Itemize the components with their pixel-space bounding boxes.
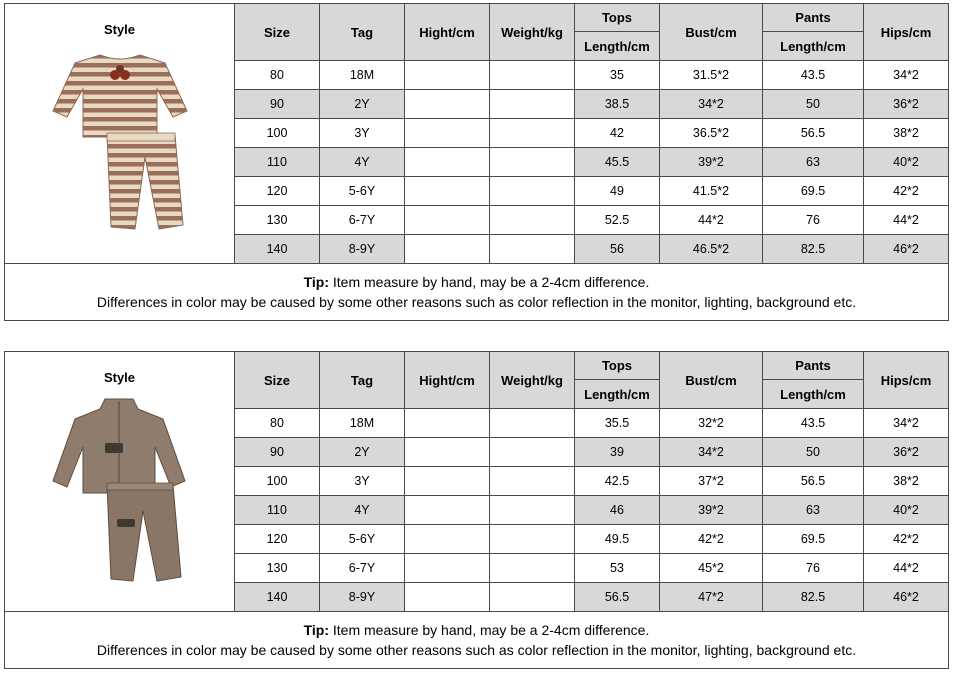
cell-size: 100 bbox=[235, 467, 320, 496]
cell-tag: 4Y bbox=[320, 148, 405, 177]
header-hips: Hips/cm bbox=[864, 352, 949, 409]
cell-hips: 34*2 bbox=[864, 61, 949, 90]
header-tag: Tag bbox=[320, 4, 405, 61]
cell-size: 120 bbox=[235, 177, 320, 206]
cell-tops-length: 42.5 bbox=[575, 467, 660, 496]
cell-hips: 34*2 bbox=[864, 409, 949, 438]
cell-tag: 5-6Y bbox=[320, 177, 405, 206]
cell-weight bbox=[490, 467, 575, 496]
cell-hips: 38*2 bbox=[864, 467, 949, 496]
cell-bust: 44*2 bbox=[660, 206, 763, 235]
cell-tops-length: 42 bbox=[575, 119, 660, 148]
cell-tops-length: 53 bbox=[575, 554, 660, 583]
cell-bust: 31.5*2 bbox=[660, 61, 763, 90]
cell-pants-length: 56.5 bbox=[763, 119, 864, 148]
tip-note bbox=[5, 264, 949, 321]
header-pants-length: Length/cm bbox=[763, 380, 864, 409]
header-tops: Tops bbox=[575, 352, 660, 380]
header-size: Size bbox=[235, 4, 320, 61]
header-height: Hight/cm bbox=[405, 4, 490, 61]
cell-height bbox=[405, 496, 490, 525]
cell-height bbox=[405, 206, 490, 235]
size-chart-table-1 bbox=[4, 3, 949, 321]
tip-note bbox=[5, 612, 949, 669]
zip-jacket-outfit-image bbox=[45, 393, 195, 583]
cell-pants-length: 43.5 bbox=[763, 409, 864, 438]
cell-tag: 2Y bbox=[320, 90, 405, 119]
header-height: Hight/cm bbox=[405, 352, 490, 409]
header-tops-length: Length/cm bbox=[575, 380, 660, 409]
header-tops-length: Length/cm bbox=[575, 32, 660, 61]
cell-size: 140 bbox=[235, 583, 320, 612]
cell-tag: 6-7Y bbox=[320, 554, 405, 583]
style-label: Style bbox=[103, 22, 136, 37]
cell-size: 90 bbox=[235, 438, 320, 467]
header-pants: Pants bbox=[763, 4, 864, 32]
style-cell bbox=[5, 352, 235, 612]
style-label: Style bbox=[103, 370, 136, 385]
striped-outfit-image bbox=[45, 45, 195, 235]
cell-hips: 46*2 bbox=[864, 583, 949, 612]
cell-tops-length: 56.5 bbox=[575, 583, 660, 612]
size-chart-table-2 bbox=[4, 351, 949, 669]
cell-bust: 41.5*2 bbox=[660, 177, 763, 206]
style-cell bbox=[5, 4, 235, 264]
cell-hips: 42*2 bbox=[864, 177, 949, 206]
cell-height bbox=[405, 583, 490, 612]
cell-tops-length: 45.5 bbox=[575, 148, 660, 177]
cell-bust: 47*2 bbox=[660, 583, 763, 612]
cell-tops-length: 46 bbox=[575, 496, 660, 525]
cell-size: 130 bbox=[235, 554, 320, 583]
cell-hips: 38*2 bbox=[864, 119, 949, 148]
cell-tops-length: 56 bbox=[575, 235, 660, 264]
cell-pants-length: 82.5 bbox=[763, 235, 864, 264]
color-note-text: Differences in color may be caused by some other reasons such as color reflection in the monitor, lighting, background etc. bbox=[96, 642, 857, 658]
header-bust: Bust/cm bbox=[660, 352, 763, 409]
cell-tag: 4Y bbox=[320, 496, 405, 525]
cell-hips: 40*2 bbox=[864, 496, 949, 525]
cell-hips: 44*2 bbox=[864, 206, 949, 235]
cell-hips: 36*2 bbox=[864, 438, 949, 467]
cell-weight bbox=[490, 409, 575, 438]
cell-height bbox=[405, 554, 490, 583]
header-size: Size bbox=[235, 352, 320, 409]
cell-pants-length: 63 bbox=[763, 148, 864, 177]
cell-tops-length: 35.5 bbox=[575, 409, 660, 438]
cell-tag: 5-6Y bbox=[320, 525, 405, 554]
cell-size: 80 bbox=[235, 61, 320, 90]
header-tops: Tops bbox=[575, 4, 660, 32]
cell-size: 110 bbox=[235, 148, 320, 177]
cell-hips: 40*2 bbox=[864, 148, 949, 177]
cell-tag: 18M bbox=[320, 409, 405, 438]
cell-pants-length: 56.5 bbox=[763, 467, 864, 496]
cell-height bbox=[405, 148, 490, 177]
cell-tops-length: 52.5 bbox=[575, 206, 660, 235]
cell-weight bbox=[490, 235, 575, 264]
cell-pants-length: 50 bbox=[763, 90, 864, 119]
cell-tag: 6-7Y bbox=[320, 206, 405, 235]
cell-height bbox=[405, 467, 490, 496]
cell-tag: 8-9Y bbox=[320, 583, 405, 612]
cell-weight bbox=[490, 206, 575, 235]
cell-height bbox=[405, 525, 490, 554]
cell-height bbox=[405, 438, 490, 467]
cell-weight bbox=[490, 438, 575, 467]
color-note-text: Differences in color may be caused by some other reasons such as color reflection in the monitor, lighting, background etc. bbox=[96, 294, 857, 310]
cell-hips: 42*2 bbox=[864, 525, 949, 554]
cell-tag: 18M bbox=[320, 61, 405, 90]
cell-bust: 34*2 bbox=[660, 90, 763, 119]
cell-weight bbox=[490, 90, 575, 119]
cell-bust: 36.5*2 bbox=[660, 119, 763, 148]
cell-pants-length: 63 bbox=[763, 496, 864, 525]
cell-height bbox=[405, 235, 490, 264]
cell-size: 90 bbox=[235, 90, 320, 119]
cell-pants-length: 43.5 bbox=[763, 61, 864, 90]
cell-bust: 39*2 bbox=[660, 148, 763, 177]
header-bust: Bust/cm bbox=[660, 4, 763, 61]
cell-size: 100 bbox=[235, 119, 320, 148]
cell-weight bbox=[490, 61, 575, 90]
cell-pants-length: 76 bbox=[763, 554, 864, 583]
cell-weight bbox=[490, 119, 575, 148]
cell-weight bbox=[490, 496, 575, 525]
header-pants-length: Length/cm bbox=[763, 32, 864, 61]
cell-height bbox=[405, 409, 490, 438]
cell-height bbox=[405, 119, 490, 148]
cell-tops-length: 49.5 bbox=[575, 525, 660, 554]
cell-bust: 46.5*2 bbox=[660, 235, 763, 264]
cell-pants-length: 69.5 bbox=[763, 525, 864, 554]
cell-size: 80 bbox=[235, 409, 320, 438]
cell-bust: 39*2 bbox=[660, 496, 763, 525]
cell-size: 130 bbox=[235, 206, 320, 235]
cell-bust: 45*2 bbox=[660, 554, 763, 583]
cell-pants-length: 50 bbox=[763, 438, 864, 467]
cell-pants-length: 69.5 bbox=[763, 177, 864, 206]
cell-bust: 32*2 bbox=[660, 409, 763, 438]
cell-hips: 44*2 bbox=[864, 554, 949, 583]
cell-bust: 42*2 bbox=[660, 525, 763, 554]
tip-text: Item measure by hand, may be a 2-4cm difference. bbox=[329, 274, 650, 290]
cell-tops-length: 39 bbox=[575, 438, 660, 467]
cell-weight bbox=[490, 583, 575, 612]
cell-weight bbox=[490, 148, 575, 177]
cell-weight bbox=[490, 525, 575, 554]
cell-tops-length: 49 bbox=[575, 177, 660, 206]
cell-bust: 34*2 bbox=[660, 438, 763, 467]
cell-size: 120 bbox=[235, 525, 320, 554]
tip-label: Tip: bbox=[303, 622, 330, 638]
tip-text: Item measure by hand, may be a 2-4cm difference. bbox=[329, 622, 650, 638]
header-hips: Hips/cm bbox=[864, 4, 949, 61]
header-pants: Pants bbox=[763, 352, 864, 380]
cell-height bbox=[405, 177, 490, 206]
cell-tag: 3Y bbox=[320, 119, 405, 148]
cell-tag: 3Y bbox=[320, 467, 405, 496]
cell-hips: 36*2 bbox=[864, 90, 949, 119]
cell-height bbox=[405, 61, 490, 90]
cell-pants-length: 82.5 bbox=[763, 583, 864, 612]
cell-hips: 46*2 bbox=[864, 235, 949, 264]
cell-tops-length: 38.5 bbox=[575, 90, 660, 119]
cell-size: 140 bbox=[235, 235, 320, 264]
header-weight: Weight/kg bbox=[490, 352, 575, 409]
cell-pants-length: 76 bbox=[763, 206, 864, 235]
header-weight: Weight/kg bbox=[490, 4, 575, 61]
cell-tops-length: 35 bbox=[575, 61, 660, 90]
cell-tag: 8-9Y bbox=[320, 235, 405, 264]
cell-tag: 2Y bbox=[320, 438, 405, 467]
cell-weight bbox=[490, 177, 575, 206]
cell-bust: 37*2 bbox=[660, 467, 763, 496]
header-tag: Tag bbox=[320, 352, 405, 409]
tip-label: Tip: bbox=[303, 274, 330, 290]
cell-weight bbox=[490, 554, 575, 583]
cell-size: 110 bbox=[235, 496, 320, 525]
cell-height bbox=[405, 90, 490, 119]
